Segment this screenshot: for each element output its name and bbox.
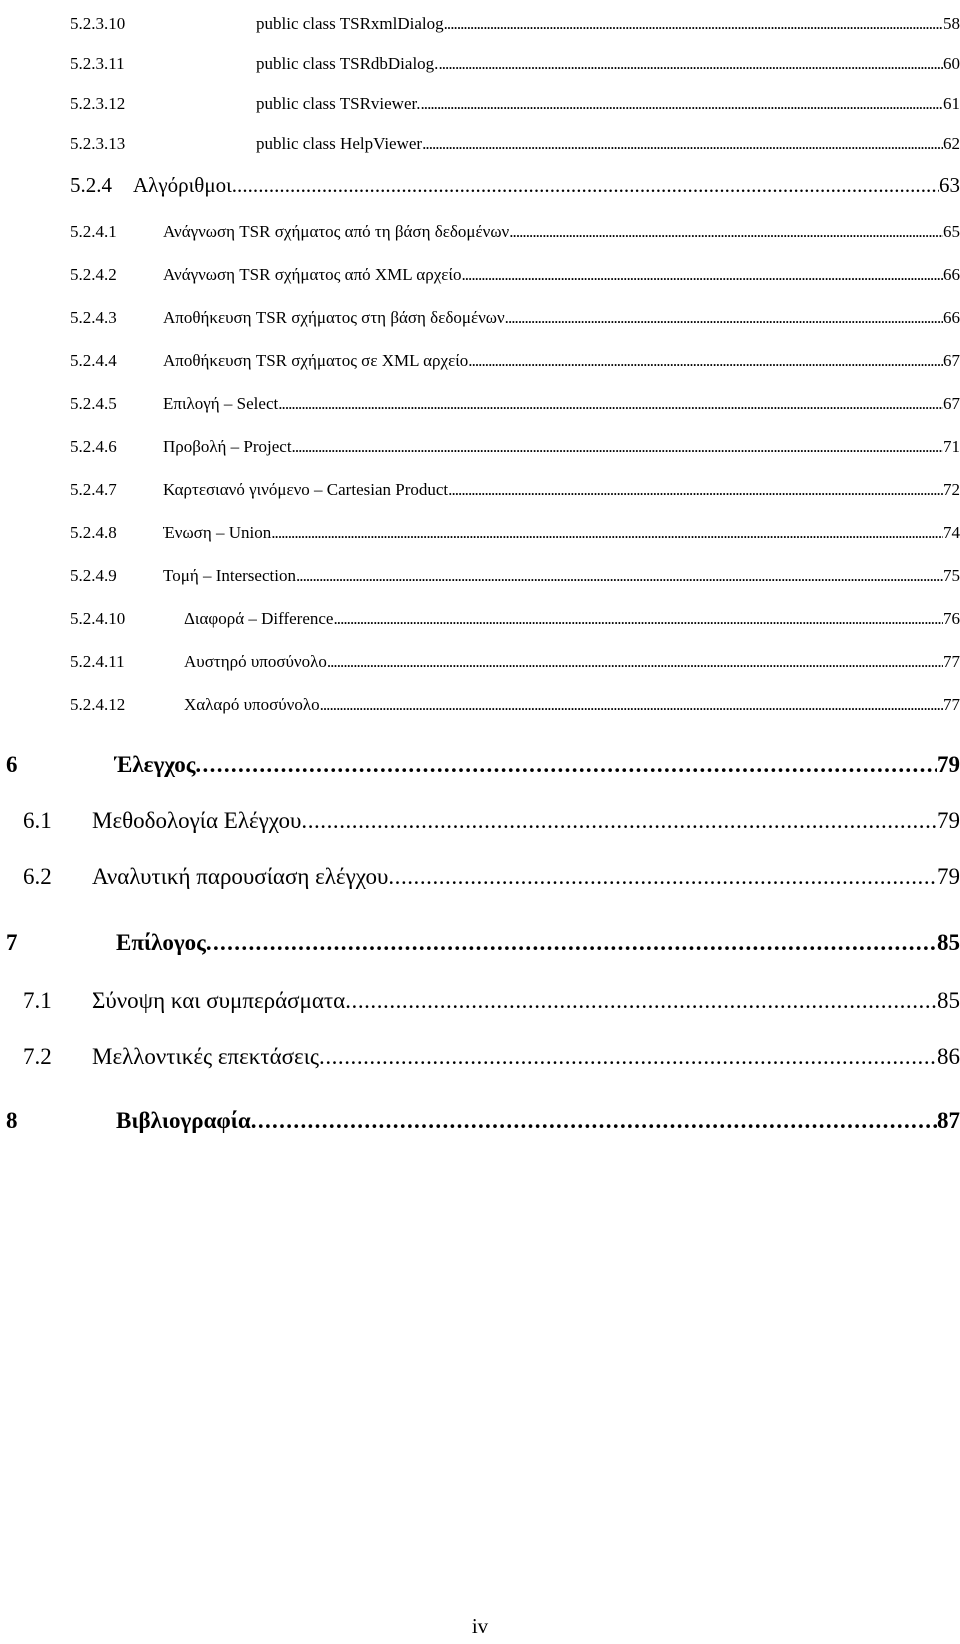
toc-entry-page: 79 <box>937 808 960 833</box>
toc-entry-number: 5.2.4.9 <box>70 566 117 585</box>
toc-entry-page: 61 <box>943 94 960 113</box>
toc-entry-page: 75 <box>943 566 960 585</box>
toc-dot-leader <box>438 54 943 74</box>
toc-entry-title: Τομή – Intersection <box>163 566 296 585</box>
toc-entry-page: 58 <box>943 14 960 33</box>
toc-dot-leader <box>271 523 943 543</box>
toc-entry-page: 79 <box>937 864 960 889</box>
toc-entry-title: Χαλαρό υποσύνολο <box>184 695 320 714</box>
toc-entry-5-2-4-10[interactable] <box>70 595 960 629</box>
toc-entry-title: Αυστηρό υποσύνολο <box>184 652 327 671</box>
toc-entry-page: 67 <box>943 351 960 370</box>
toc-entry-number: 5.2.3.10 <box>70 14 126 33</box>
toc-dot-leader <box>509 222 943 242</box>
toc-entry-5-2-4-4[interactable] <box>70 337 960 371</box>
toc-entry-page: 63 <box>939 173 960 197</box>
toc-entry-title: public class TSRviewer. <box>256 94 421 113</box>
toc-dot-leader <box>422 134 943 154</box>
toc-entry-6-2[interactable] <box>23 856 960 890</box>
toc-entry-title: Επιλογή – Select <box>163 394 279 413</box>
toc-entry-title: Προβολή – Project <box>163 437 292 456</box>
toc-entry-5-2-3-10[interactable] <box>70 0 960 34</box>
toc-entry-6-1[interactable] <box>23 800 960 834</box>
toc-dot-leader <box>420 94 943 114</box>
toc-entry-title: Ένωση – Union <box>163 523 272 542</box>
toc-entry-number: 5.2.4.10 <box>70 609 126 628</box>
toc-entry-page: 67 <box>943 394 960 413</box>
toc-entry-8[interactable] <box>6 1100 960 1134</box>
toc-entry-title: public class HelpViewer <box>256 134 423 153</box>
toc-dot-leader <box>296 566 943 586</box>
toc-entry-5-2-4-8[interactable] <box>70 509 960 543</box>
toc-entry-7-2[interactable] <box>23 1036 960 1070</box>
toc-entry-page: 71 <box>943 437 960 456</box>
toc-entry-title: public class TSRxmlDialog <box>256 14 444 33</box>
toc-entry-title: Αποθήκευση TSR σχήματος σε XML αρχείο <box>163 351 469 370</box>
toc-entry-5-2-4-12[interactable] <box>70 681 960 715</box>
toc-entry-page: 86 <box>937 1044 960 1069</box>
toc-entry-5-2-4-1[interactable] <box>70 208 960 242</box>
toc-entry-page: 77 <box>943 652 960 671</box>
toc-entry-number: 5.2.4 <box>70 173 112 197</box>
toc-dot-leader <box>292 437 943 457</box>
toc-entry-number: 5.2.4.1 <box>70 222 117 241</box>
toc-entry-title: Μελλοντικές επεκτάσεις <box>92 1044 320 1069</box>
toc-entry-number: 5.2.4.2 <box>70 265 117 284</box>
toc-entry-page: 79 <box>937 752 960 777</box>
toc-entry-page: 66 <box>943 265 960 284</box>
toc-dot-leader <box>444 14 943 34</box>
toc-entry-5-2-4-6[interactable] <box>70 423 960 457</box>
toc-entry-title: Επίλογος <box>116 930 206 955</box>
toc-entry-page: 65 <box>943 222 960 241</box>
toc-entry-number: 5.2.4.5 <box>70 394 117 413</box>
toc-entry-page: 76 <box>943 609 960 628</box>
toc-entry-5-2-3-12[interactable] <box>70 80 960 114</box>
toc-entry-number: 5.2.4.4 <box>70 351 117 370</box>
toc-entry-5-2-4-5[interactable] <box>70 380 960 414</box>
toc-entry-5-2-4-7[interactable] <box>70 466 960 500</box>
toc-dot-leader <box>251 1108 937 1134</box>
toc-entry-5-2-4-9[interactable] <box>70 552 960 586</box>
toc-entry-number: 5.2.4.3 <box>70 308 117 327</box>
toc-entry-number: 5.2.4.11 <box>70 652 125 671</box>
toc-dot-leader <box>388 864 937 890</box>
toc-entry-page: 87 <box>937 1108 960 1133</box>
toc-entry-page: 74 <box>943 523 960 542</box>
toc-entry-number: 5.2.3.11 <box>70 54 125 73</box>
toc-dot-leader <box>206 930 937 956</box>
toc-entry-title: Αναλυτική παρουσίαση ελέγχου <box>92 864 389 889</box>
toc-entry-5-2-4-3[interactable] <box>70 294 960 328</box>
toc-entry-page: 66 <box>943 308 960 327</box>
toc-entry-page: 62 <box>943 134 960 153</box>
toc-entry-number: 6.2 <box>23 864 52 889</box>
toc-entry-5-2-4-2[interactable] <box>70 251 960 285</box>
toc-entry-number: 5.2.3.12 <box>70 94 126 113</box>
toc-entry-title: Ανάγνωση TSR σχήματος από τη βάση δεδομένων <box>163 222 510 241</box>
toc-entry-number: 7.2 <box>23 1044 52 1069</box>
toc-entry-page: 85 <box>937 930 960 955</box>
toc-dot-leader <box>448 480 943 500</box>
toc-entry-7[interactable] <box>6 922 960 956</box>
toc-dot-leader <box>327 652 943 672</box>
toc-entry-title: Έλεγχος <box>114 752 196 777</box>
toc-entry-title: Καρτεσιανό γινόμενο – Cartesian Product <box>163 480 449 499</box>
toc-entry-title: Βιβλιογραφία <box>116 1108 251 1133</box>
toc-entry-number: 5.2.3.13 <box>70 134 126 153</box>
toc-entry-5-2-4[interactable] <box>70 164 960 198</box>
toc-entry-5-2-3-13[interactable] <box>70 120 960 154</box>
toc-dot-leader <box>468 351 943 371</box>
page-number-footer: iv <box>471 1614 489 1638</box>
toc-dot-leader <box>319 1044 937 1070</box>
toc-entry-page: 72 <box>943 480 960 499</box>
toc-entry-page: 85 <box>937 988 960 1013</box>
toc-dot-leader <box>505 308 943 328</box>
toc-entry-page: 77 <box>943 695 960 714</box>
toc-entry-page: 60 <box>943 54 960 73</box>
toc-entry-number: 6.1 <box>23 808 52 833</box>
toc-entry-5-2-3-11[interactable] <box>70 40 960 74</box>
toc-dot-leader <box>320 695 943 715</box>
toc-entry-number: 7 <box>6 930 18 955</box>
toc-entry-number: 6 <box>6 752 18 777</box>
toc-entry-title: Ανάγνωση TSR σχήματος από XML αρχείο <box>163 265 462 284</box>
toc-entry-title: public class TSRdbDialog. <box>256 54 439 73</box>
toc-dot-leader <box>195 752 937 778</box>
toc-entry-title: Μεθοδολογία Ελέγχου <box>92 808 302 833</box>
toc-entry-title: Αποθήκευση TSR σχήματος στη βάση δεδομένων <box>163 308 505 327</box>
toc-entry-title: Αλγόριθμοι <box>133 173 232 197</box>
toc-entry-number: 5.2.4.12 <box>70 695 126 714</box>
toc-entry-number: 7.1 <box>23 988 52 1013</box>
toc-entry-number: 5.2.4.7 <box>70 480 117 499</box>
toc-entry-6[interactable] <box>6 744 960 778</box>
toc-dot-leader <box>232 173 939 198</box>
toc-entry-number: 8 <box>6 1108 18 1133</box>
toc-entry-number: 5.2.4.6 <box>70 437 117 456</box>
toc-dot-leader <box>333 609 943 629</box>
toc-entry-title: Σύνοψη και συμπεράσματα <box>92 988 346 1013</box>
toc-dot-leader <box>278 394 943 414</box>
toc-entry-5-2-4-11[interactable] <box>70 638 960 672</box>
toc-dot-leader <box>301 808 937 834</box>
toc-dot-leader <box>461 265 943 285</box>
toc-entry-number: 5.2.4.8 <box>70 523 117 542</box>
toc-entry-7-1[interactable] <box>23 980 960 1014</box>
toc-dot-leader <box>345 988 937 1014</box>
toc-entry-title: Διαφορά – Difference <box>184 609 334 628</box>
